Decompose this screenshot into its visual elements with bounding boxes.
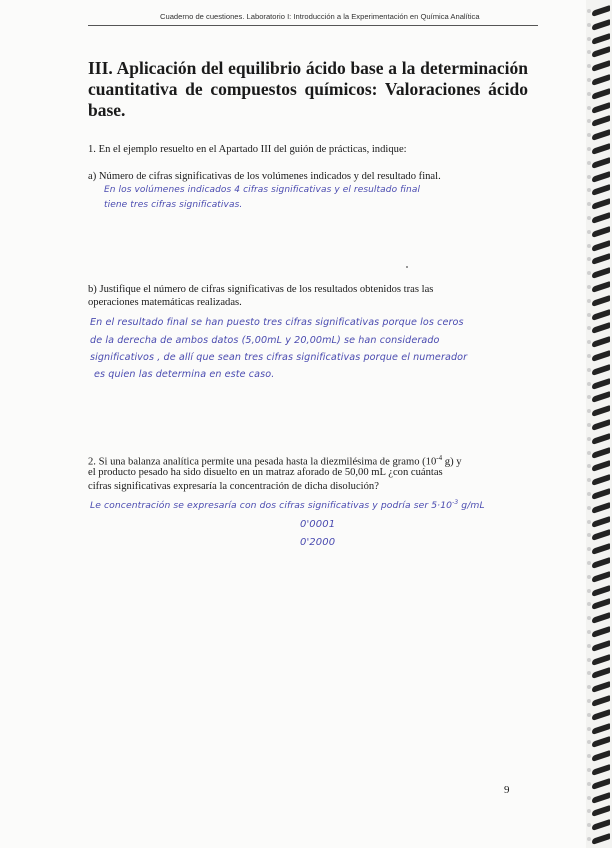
binding-ring bbox=[592, 488, 610, 500]
binding-hole bbox=[587, 796, 591, 800]
question-1b-line-1: b) Justifique el número de cifras significativas de los resultados obtenidos tras las bbox=[88, 284, 434, 295]
binding-ring bbox=[592, 364, 610, 376]
binding-hole bbox=[587, 64, 591, 68]
binding-ring bbox=[592, 184, 610, 196]
answer-1b-line-4: es quien las determina en este caso. bbox=[94, 369, 275, 380]
binding-hole bbox=[587, 451, 591, 455]
binding-hole bbox=[587, 478, 591, 482]
note-2: 0'2000 bbox=[300, 537, 336, 548]
binding-hole bbox=[587, 175, 591, 179]
binding-hole bbox=[587, 340, 591, 344]
binding-hole bbox=[587, 575, 591, 579]
answer-1b-line-3: significativos , de allí que sean tres cifras significativas porque el numerador bbox=[90, 352, 468, 363]
binding-hole bbox=[587, 589, 591, 593]
binding-hole bbox=[587, 713, 591, 717]
binding-ring bbox=[592, 19, 610, 31]
binding-ring bbox=[592, 516, 610, 528]
binding-hole bbox=[587, 782, 591, 786]
question-2-line-3: cifras significativas expresaría la concentración de dicha disolución? bbox=[88, 481, 379, 492]
binding-hole bbox=[587, 188, 591, 192]
binding-hole bbox=[587, 78, 591, 82]
binding-hole bbox=[587, 299, 591, 303]
binding-ring bbox=[592, 74, 610, 86]
answer-2-unit: g/mL bbox=[458, 500, 485, 512]
binding-ring bbox=[592, 295, 610, 307]
binding-hole bbox=[587, 23, 591, 27]
binding-ring bbox=[592, 253, 610, 265]
binding-hole bbox=[587, 616, 591, 620]
binding-ring bbox=[592, 833, 610, 845]
binding-hole bbox=[587, 423, 591, 427]
binding-ring bbox=[592, 5, 610, 17]
binding-ring bbox=[592, 33, 610, 45]
binding-hole bbox=[587, 326, 591, 330]
binding-hole bbox=[587, 699, 591, 703]
note-1: 0'0001 bbox=[300, 519, 336, 530]
binding-hole bbox=[587, 409, 591, 413]
binding-hole bbox=[587, 437, 591, 441]
binding-hole bbox=[587, 244, 591, 248]
binding-ring bbox=[592, 626, 610, 638]
binding-ring bbox=[592, 709, 610, 721]
question-1a: a) Número de cifras significativas de los volúmenes indicados y del resultado final. bbox=[88, 171, 441, 182]
binding-hole bbox=[587, 464, 591, 468]
answer-2 bbox=[90, 499, 485, 511]
question-2-line-2: el producto pesado ha sido disuelto en un matraz aforado de 50,00 mL ¿con cuántas bbox=[88, 467, 443, 478]
binding-ring bbox=[592, 212, 610, 224]
binding-hole bbox=[587, 492, 591, 496]
binding-ring bbox=[592, 681, 610, 693]
binding-hole bbox=[587, 285, 591, 289]
binding-hole bbox=[587, 382, 591, 386]
binding-hole bbox=[587, 395, 591, 399]
binding-hole bbox=[587, 740, 591, 744]
scan-speck bbox=[406, 266, 408, 268]
binding-ring bbox=[592, 281, 610, 293]
binding-ring bbox=[592, 529, 610, 541]
binding-ring bbox=[592, 805, 610, 817]
exponent: -4 bbox=[436, 454, 443, 462]
binding-ring bbox=[592, 405, 610, 417]
question-1-intro: 1. En el ejemplo resuelto en el Apartado III del guión de prácticas, indique: bbox=[88, 144, 407, 155]
binding-ring bbox=[592, 143, 610, 155]
binding-ring bbox=[592, 543, 610, 555]
binding-ring bbox=[592, 240, 610, 252]
section-title: III. Aplicación del equilibrio ácido base a la determinación cuantitativa de compuestos químicos: Valoraciones ácido base. bbox=[88, 58, 528, 120]
binding-ring bbox=[592, 88, 610, 100]
binding-ring bbox=[592, 336, 610, 348]
binding-ring bbox=[592, 750, 610, 762]
binding-hole bbox=[587, 92, 591, 96]
binding-hole bbox=[587, 658, 591, 662]
binding-ring bbox=[592, 171, 610, 183]
binding-ring bbox=[592, 309, 610, 321]
binding-hole bbox=[587, 561, 591, 565]
binding-hole bbox=[587, 216, 591, 220]
binding-hole bbox=[587, 506, 591, 510]
binding-hole bbox=[587, 768, 591, 772]
binding-ring bbox=[592, 612, 610, 624]
question-2-text-end: g) y bbox=[442, 456, 462, 468]
binding-hole bbox=[587, 644, 591, 648]
running-header: Cuaderno de cuestiones. Laboratorio I: Introducción a la Experimentación en Química Analítica bbox=[160, 12, 480, 21]
binding-ring bbox=[592, 695, 610, 707]
binding-ring bbox=[592, 736, 610, 748]
binding-hole bbox=[587, 119, 591, 123]
binding-hole bbox=[587, 230, 591, 234]
header-rule bbox=[88, 25, 538, 26]
binding-hole bbox=[587, 271, 591, 275]
binding-ring bbox=[592, 267, 610, 279]
binding-ring bbox=[592, 115, 610, 127]
binding-ring bbox=[592, 447, 610, 459]
binding-ring bbox=[592, 723, 610, 735]
binding-ring bbox=[592, 322, 610, 334]
binding-hole bbox=[587, 630, 591, 634]
binding-ring bbox=[592, 157, 610, 169]
binding-hole bbox=[587, 313, 591, 317]
answer-2-text: Le concentración se expresaría con dos cifras significativas y podría ser 5·10 bbox=[90, 500, 453, 512]
binding-hole bbox=[587, 547, 591, 551]
binding-ring bbox=[592, 778, 610, 790]
binding-ring bbox=[592, 46, 610, 58]
binding-ring bbox=[592, 419, 610, 431]
binding-hole bbox=[587, 9, 591, 13]
binding-hole bbox=[587, 202, 591, 206]
binding-hole bbox=[587, 133, 591, 137]
binding-hole bbox=[587, 837, 591, 841]
binding-ring bbox=[592, 585, 610, 597]
answer-1b-line-2: de la derecha de ambos datos (5,00mL y 20,00mL) se han considerado bbox=[90, 335, 440, 346]
binding-ring bbox=[592, 350, 610, 362]
binding-ring bbox=[592, 571, 610, 583]
binding-ring bbox=[592, 764, 610, 776]
answer-1a-line-1: En los volúmenes indicados 4 cifras significativas y el resultado final bbox=[104, 185, 421, 195]
binding-hole bbox=[587, 602, 591, 606]
binding-ring bbox=[592, 391, 610, 403]
binding-hole bbox=[587, 809, 591, 813]
binding-ring bbox=[592, 792, 610, 804]
binding-hole bbox=[587, 147, 591, 151]
binding-hole bbox=[587, 37, 591, 41]
binding-ring bbox=[592, 198, 610, 210]
binding-ring bbox=[592, 640, 610, 652]
binding-ring bbox=[592, 226, 610, 238]
binding-hole bbox=[587, 533, 591, 537]
binding-ring bbox=[592, 433, 610, 445]
binding-hole bbox=[587, 520, 591, 524]
binding-ring bbox=[592, 460, 610, 472]
binding-hole bbox=[587, 685, 591, 689]
binding-ring bbox=[592, 60, 610, 72]
binding-hole bbox=[587, 257, 591, 261]
binding-hole bbox=[587, 106, 591, 110]
binding-ring bbox=[592, 378, 610, 390]
binding-hole bbox=[587, 161, 591, 165]
question-1b-line-2: operaciones matemáticas realizadas. bbox=[88, 297, 242, 308]
binding-ring bbox=[592, 102, 610, 114]
spiral-binding bbox=[586, 0, 612, 848]
page-number: 9 bbox=[504, 784, 510, 796]
binding-hole bbox=[587, 354, 591, 358]
binding-ring bbox=[592, 502, 610, 514]
answer-1b-line-1: En el resultado final se han puesto tres cifras significativas porque los ceros bbox=[90, 317, 464, 328]
binding-ring bbox=[592, 819, 610, 831]
binding-ring bbox=[592, 667, 610, 679]
answer-1a-line-2: tiene tres cifras significativas. bbox=[104, 200, 243, 210]
answer-2-exponent: -3 bbox=[452, 499, 459, 506]
question-2-text: 2. Si una balanza analítica permite una pesada hasta la diezmilésima de gramo (10 bbox=[88, 456, 437, 468]
binding-ring bbox=[592, 474, 610, 486]
binding-hole bbox=[587, 368, 591, 372]
binding-hole bbox=[587, 754, 591, 758]
binding-ring bbox=[592, 557, 610, 569]
binding-ring bbox=[592, 654, 610, 666]
binding-hole bbox=[587, 671, 591, 675]
binding-hole bbox=[587, 823, 591, 827]
binding-ring bbox=[592, 129, 610, 141]
binding-ring bbox=[592, 598, 610, 610]
binding-hole bbox=[587, 727, 591, 731]
binding-hole bbox=[587, 50, 591, 54]
